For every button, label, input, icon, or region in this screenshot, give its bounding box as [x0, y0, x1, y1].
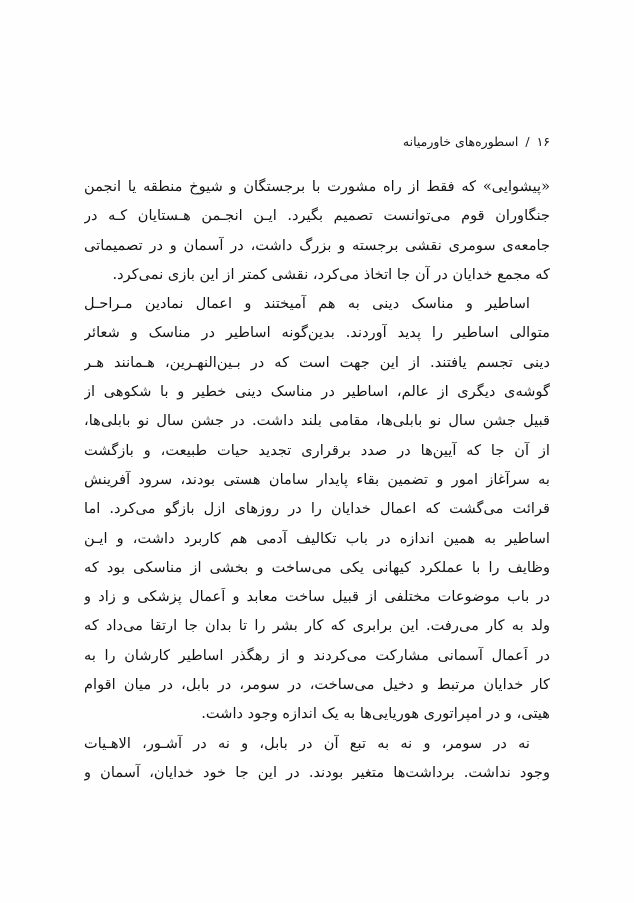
text-line: دینی تجسم یافتند. از این جهت است که در بـین‌النهـرین، هـمانند هـر — [84, 353, 550, 371]
running-title: اسطوره‌های خاورمیانه — [402, 134, 519, 149]
page-number: ۱۶ — [536, 134, 550, 149]
paragraph-start-line: نه در سومر، و نه به تبع آن در بابل، و نه در آشـور، الاهـیات — [84, 734, 530, 752]
running-header — [84, 133, 550, 151]
text-line: در اَعمال آسمانی مشارکت می‌کردند و از رهگذر اساطیر کارشان را به — [84, 646, 550, 664]
text-line: هیتی، و در امپراتوری هوریایی‌ها به یک اندازه وجود داشت. — [201, 705, 550, 723]
text-line: متوالی اساطیر را پدید آوردند. بدین‌گونه اساطیر در مناسک و شعائر — [84, 324, 550, 342]
text-line: قرائت می‌گشت که اعمال خدایان را در روزهای ازل بازگو می‌کرد. اما — [84, 500, 550, 518]
body-text — [84, 172, 550, 787]
text-line: در باب موضوعات مختلفی از قبیل ساخت معابد و اَعمال پزشکی و زاد و — [84, 588, 550, 606]
text-line: وجود نداشت. برداشت‌ها متغیر بودند. در این جا خود خدایان، آسمان و — [84, 763, 550, 781]
text-line: ولد به کار می‌رفت. این برابری که کار بشر را تا بدان جا ارتقا می‌داد که — [84, 617, 550, 635]
text-line: وظایف را با عملکرد کیهانی یکی می‌ساخت و بخشی از مناسکی بود که — [84, 558, 550, 576]
text-line: جامعه‌ی سومری نقشی برجسته و بزرگ داشت، در آسمان و در تصمیماتی — [84, 236, 550, 254]
text-line: که مجمع خدایان در آن جا اتخاذ می‌کرد، نقشی کمتر از این بازی نمی‌کرد. — [112, 265, 550, 283]
text-line: کار خدایان مرتبط و دخیل می‌ساخت، در سومر، در بابل، در میان اقوام — [84, 676, 550, 694]
text-line: «پیشوایی» که فقط از راه مشورت با برجستگان و شیوخ منطقه یا انجمن — [84, 178, 550, 195]
text-line: گوشه‌ی دیگری از عالم، اساطیر در مناسک دینی خطیر و با شکوهی از — [84, 383, 550, 401]
text-line: قبیل جشن سال نو بابلی‌ها، مقامی بلند داشت. در جشن سال نو بابلی‌ها، — [84, 412, 550, 430]
text-line: از آن جا که آیین‌ها در صدد برقراری تجدید حیات طبیعت، و بازگشت — [84, 441, 550, 459]
paragraph-start-line: اساطیر و مناسک دینی به هم آمیختند و اعمال نمادین مـراحـل — [84, 295, 530, 313]
text-line: جنگاوران قوم می‌توانست تصمیم بگیرد. ایـن انجـمن هـستایان کـه در — [84, 207, 550, 225]
text-line: به سرآغاز امور و تضمین بقاء پایدار سامان هستی بودند، سرود آفرینش — [84, 470, 550, 488]
text-line: اساطیر به همین اندازه در باب تکالیف آدمی هم کاربرد داشت، و ایـن — [84, 529, 550, 547]
header-separator: / — [525, 134, 530, 149]
